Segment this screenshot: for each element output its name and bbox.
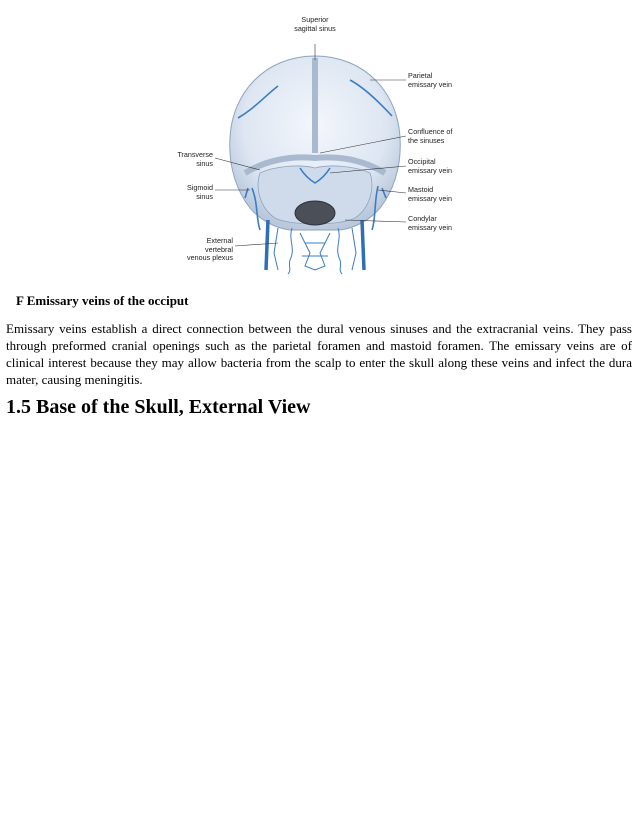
venous-plexus	[274, 228, 356, 274]
label-superior-sagittal-sinus: Superior sagittal sinus	[294, 15, 336, 33]
label-transverse-sinus: Transverse sinus	[177, 150, 213, 168]
label-condylar-emissary-vein: Condylar emissary vein	[408, 214, 452, 232]
body-paragraph: Emissary veins establish a direct connection between the dural venous sinuses and the extracranial veins. They pass through preformed cranial openings such as the parietal foramen and mastoid foramen. The emissary veins are of clinical interest because they may allow bacteria from the scalp to enter the skull along these veins and infect the dura mater, causing meningitis.	[6, 321, 632, 387]
foramen-magnum	[295, 201, 335, 225]
label-external-vertebral-venous-plexus: External vertebral venous plexus	[187, 236, 233, 262]
label-confluence-of-sinuses: Confluence of the sinuses	[408, 127, 453, 145]
figure-caption: F Emissary veins of the occiput	[16, 293, 189, 308]
label-sigmoid-sinus: Sigmoid sinus	[187, 183, 213, 201]
label-mastoid-emissary-vein: Mastoid emissary vein	[408, 185, 452, 203]
label-occipital-emissary-vein: Occipital emissary vein	[408, 157, 452, 175]
section-heading: 1.5 Base of the Skull, External View	[6, 396, 311, 418]
label-parietal-emissary-vein: Parietal emissary vein	[408, 71, 452, 89]
emissary-veins-figure	[160, 8, 470, 276]
